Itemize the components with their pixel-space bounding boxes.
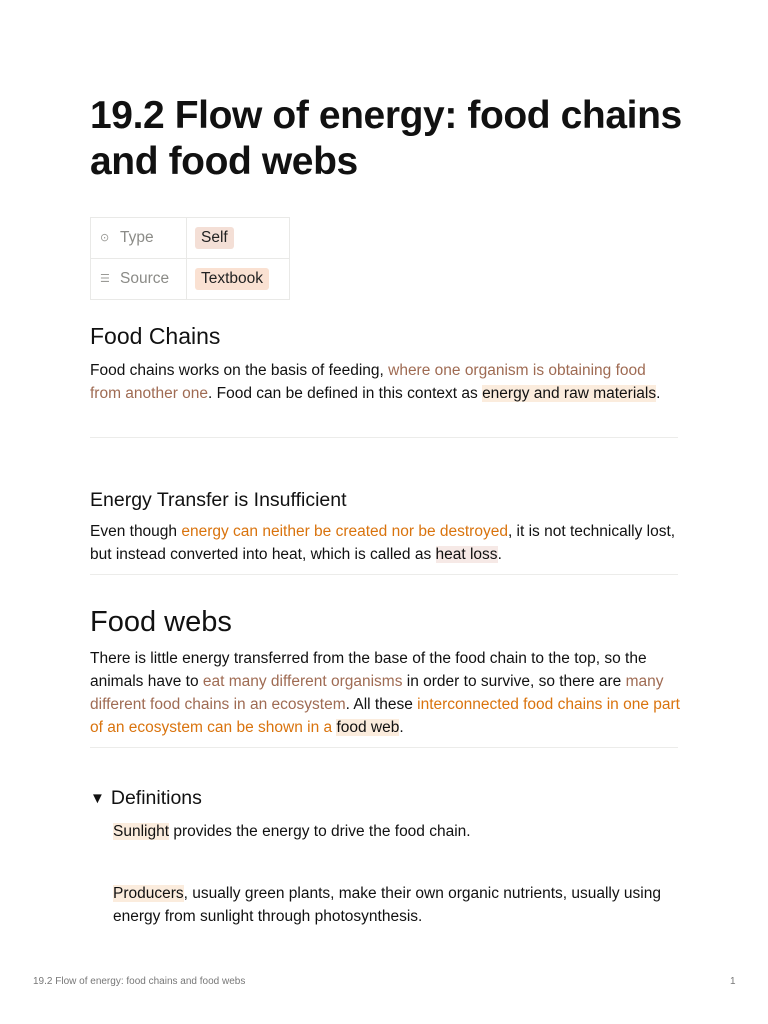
footer-title: 19.2 Flow of energy: food chains and food webs [33, 976, 246, 987]
definition-producers: Producers, usually green plants, make their own organic nutrients, usually using energy from sunlight through photosynthesis. [113, 885, 661, 925]
heading-food-chains: Food Chains [90, 323, 221, 349]
circle-dot-icon: ⊙ [100, 232, 110, 244]
property-tag-source[interactable]: Textbook [195, 268, 269, 290]
heading-energy-transfer: Energy Transfer is Insufficient [90, 489, 347, 511]
heading-food-webs: Food webs [90, 606, 232, 638]
page-number: 1 [730, 976, 736, 987]
paragraph-energy-transfer: Even though energy can neither be created nor be destroyed, it is not technically lost, but instead converted into heat, which is called as heat loss. [90, 523, 676, 563]
property-tag-type[interactable]: Self [195, 227, 234, 249]
property-key: Type [120, 229, 154, 246]
definition-sunlight: Sunlight provides the energy to drive the food chain. [113, 823, 471, 840]
paragraph-food-chains: Food chains works on the basis of feeding, where one organism is obtaining food from another one. Food can be defined in this context as energy and raw materials. [90, 362, 661, 402]
properties-table [90, 217, 290, 300]
page-title: 19.2 Flow of energy: food chains and food webs [90, 94, 682, 183]
paragraph-food-webs: There is little energy transferred from the base of the food chain to the top, so the animals have to eat many different organisms in order to survive, so there are many different food chains in an ecosystem. All these interconnected food chains in one part of an ecosystem can be shown in a food web. [90, 650, 680, 736]
property-key: Source [120, 270, 170, 287]
triangle-down-icon[interactable]: ▼ [90, 790, 105, 807]
divider [90, 574, 678, 575]
divider [90, 747, 678, 748]
property-row-source[interactable] [91, 259, 290, 300]
property-row-type[interactable] [91, 218, 290, 259]
divider [90, 437, 678, 438]
list-icon: ☰ [100, 273, 110, 285]
toggle-heading: Definitions [110, 787, 202, 809]
toggle-definitions[interactable] [90, 786, 202, 811]
